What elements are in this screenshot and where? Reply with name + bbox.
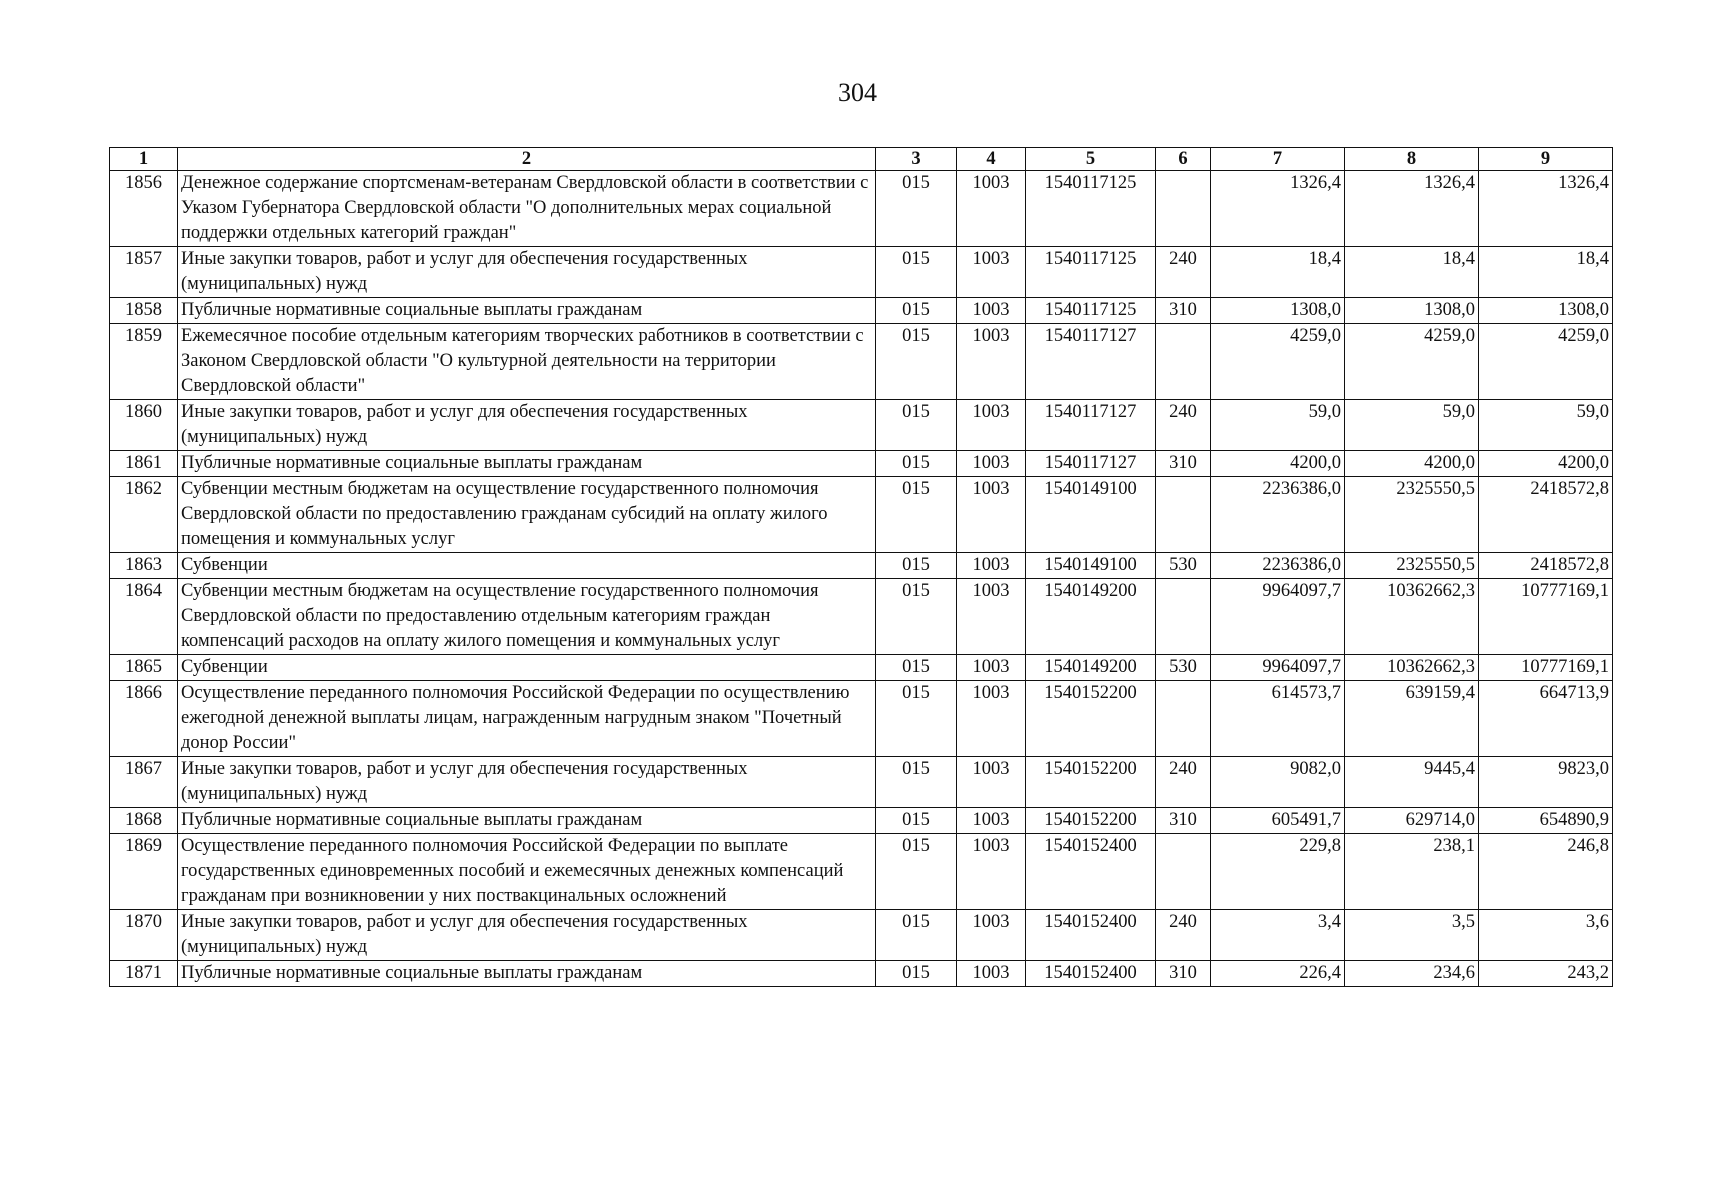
expense-type-cell: 310: [1156, 298, 1211, 324]
amount-year3-cell: 4200,0: [1479, 451, 1613, 477]
section-code-cell: 1003: [957, 655, 1026, 681]
table-row: [110, 808, 1613, 834]
target-article-cell: 1540149200: [1026, 655, 1156, 681]
ministry-code-cell: 015: [876, 681, 957, 757]
section-code-cell: 1003: [957, 808, 1026, 834]
column-header: 2: [178, 148, 876, 171]
target-article-cell: 1540152200: [1026, 757, 1156, 808]
amount-year2-cell: 4200,0: [1345, 451, 1479, 477]
table-row: [110, 451, 1613, 477]
amount-year1-cell: 9964097,7: [1211, 655, 1345, 681]
amount-year3-cell: 3,6: [1479, 910, 1613, 961]
target-article-cell: 1540152200: [1026, 681, 1156, 757]
column-header: 4: [957, 148, 1026, 171]
target-article-cell: 1540152400: [1026, 910, 1156, 961]
row-number-cell: 1860: [110, 400, 178, 451]
ministry-code-cell: 015: [876, 579, 957, 655]
row-number-cell: 1859: [110, 324, 178, 400]
table-row: [110, 324, 1613, 400]
amount-year1-cell: 18,4: [1211, 247, 1345, 298]
expense-type-cell: 240: [1156, 400, 1211, 451]
amount-year3-cell: 2418572,8: [1479, 477, 1613, 553]
description-cell: Денежное содержание спортсменам-ветеранам Свердловской области в соответствии с Указом Губернатора Свердловской области "О дополнительных мерах социальной поддержки отдельных категорий граждан": [178, 171, 876, 247]
table-row: [110, 171, 1613, 247]
target-article-cell: 1540117125: [1026, 171, 1156, 247]
amount-year3-cell: 654890,9: [1479, 808, 1613, 834]
amount-year1-cell: 3,4: [1211, 910, 1345, 961]
ministry-code-cell: 015: [876, 910, 957, 961]
table-row: [110, 553, 1613, 579]
amount-year2-cell: 2325550,5: [1345, 553, 1479, 579]
row-number-cell: 1864: [110, 579, 178, 655]
section-code-cell: 1003: [957, 324, 1026, 400]
amount-year1-cell: 59,0: [1211, 400, 1345, 451]
row-number-cell: 1866: [110, 681, 178, 757]
amount-year3-cell: 1308,0: [1479, 298, 1613, 324]
column-header: 9: [1479, 148, 1613, 171]
amount-year1-cell: 614573,7: [1211, 681, 1345, 757]
amount-year2-cell: 10362662,3: [1345, 655, 1479, 681]
expense-type-cell: [1156, 579, 1211, 655]
table-row: [110, 757, 1613, 808]
amount-year2-cell: 639159,4: [1345, 681, 1479, 757]
row-number-cell: 1868: [110, 808, 178, 834]
row-number-cell: 1867: [110, 757, 178, 808]
target-article-cell: 1540149100: [1026, 477, 1156, 553]
amount-year2-cell: 3,5: [1345, 910, 1479, 961]
amount-year2-cell: 18,4: [1345, 247, 1479, 298]
expense-type-cell: 240: [1156, 757, 1211, 808]
expense-type-cell: 530: [1156, 553, 1211, 579]
section-code-cell: 1003: [957, 298, 1026, 324]
amount-year3-cell: 10777169,1: [1479, 579, 1613, 655]
ministry-code-cell: 015: [876, 298, 957, 324]
amount-year2-cell: 10362662,3: [1345, 579, 1479, 655]
ministry-code-cell: 015: [876, 400, 957, 451]
expense-type-cell: 240: [1156, 247, 1211, 298]
target-article-cell: 1540117125: [1026, 247, 1156, 298]
amount-year1-cell: 226,4: [1211, 961, 1345, 987]
expense-type-cell: 310: [1156, 451, 1211, 477]
amount-year2-cell: 238,1: [1345, 834, 1479, 910]
ministry-code-cell: 015: [876, 247, 957, 298]
amount-year3-cell: 4259,0: [1479, 324, 1613, 400]
row-number-cell: 1869: [110, 834, 178, 910]
description-cell: Субвенции местным бюджетам на осуществление государственного полномочия Свердловской области по предоставлению отдельным категориям граждан компенсаций расходов на оплату жилого помещения и коммунальных услуг: [178, 579, 876, 655]
amount-year3-cell: 2418572,8: [1479, 553, 1613, 579]
description-cell: Публичные нормативные социальные выплаты гражданам: [178, 808, 876, 834]
amount-year2-cell: 629714,0: [1345, 808, 1479, 834]
amount-year3-cell: 10777169,1: [1479, 655, 1613, 681]
ministry-code-cell: 015: [876, 553, 957, 579]
section-code-cell: 1003: [957, 171, 1026, 247]
amount-year1-cell: 4200,0: [1211, 451, 1345, 477]
description-cell: Осуществление переданного полномочия Российской Федерации по выплате государственных единовременных пособий и ежемесячных денежных компенсаций гражданам при возникновении у них поствакцинальных осложнений: [178, 834, 876, 910]
row-number-cell: 1862: [110, 477, 178, 553]
expense-type-cell: 530: [1156, 655, 1211, 681]
section-code-cell: 1003: [957, 400, 1026, 451]
description-cell: Публичные нормативные социальные выплаты гражданам: [178, 298, 876, 324]
column-header: 6: [1156, 148, 1211, 171]
amount-year1-cell: 2236386,0: [1211, 477, 1345, 553]
amount-year1-cell: 1326,4: [1211, 171, 1345, 247]
section-code-cell: 1003: [957, 757, 1026, 808]
row-number-cell: 1870: [110, 910, 178, 961]
amount-year2-cell: 4259,0: [1345, 324, 1479, 400]
amount-year3-cell: 1326,4: [1479, 171, 1613, 247]
target-article-cell: 1540149100: [1026, 553, 1156, 579]
description-cell: Публичные нормативные социальные выплаты гражданам: [178, 961, 876, 987]
column-header: 3: [876, 148, 957, 171]
amount-year2-cell: 1326,4: [1345, 171, 1479, 247]
description-cell: Иные закупки товаров, работ и услуг для обеспечения государственных (муниципальных) нужд: [178, 247, 876, 298]
ministry-code-cell: 015: [876, 655, 957, 681]
column-header: 8: [1345, 148, 1479, 171]
description-cell: Публичные нормативные социальные выплаты гражданам: [178, 451, 876, 477]
table-row: [110, 834, 1613, 910]
amount-year3-cell: 664713,9: [1479, 681, 1613, 757]
target-article-cell: 1540152200: [1026, 808, 1156, 834]
table-row: [110, 961, 1613, 987]
amount-year1-cell: 9082,0: [1211, 757, 1345, 808]
table-row: [110, 655, 1613, 681]
amount-year1-cell: 4259,0: [1211, 324, 1345, 400]
row-number-cell: 1858: [110, 298, 178, 324]
row-number-cell: 1871: [110, 961, 178, 987]
description-cell: Субвенции: [178, 553, 876, 579]
amount-year3-cell: 9823,0: [1479, 757, 1613, 808]
table-body: [110, 171, 1613, 987]
target-article-cell: 1540152400: [1026, 834, 1156, 910]
ministry-code-cell: 015: [876, 808, 957, 834]
expense-type-cell: [1156, 834, 1211, 910]
budget-table: [109, 147, 1613, 987]
amount-year1-cell: 2236386,0: [1211, 553, 1345, 579]
section-code-cell: 1003: [957, 247, 1026, 298]
target-article-cell: 1540152400: [1026, 961, 1156, 987]
amount-year2-cell: 1308,0: [1345, 298, 1479, 324]
expense-type-cell: [1156, 681, 1211, 757]
section-code-cell: 1003: [957, 553, 1026, 579]
section-code-cell: 1003: [957, 910, 1026, 961]
row-number-cell: 1856: [110, 171, 178, 247]
target-article-cell: 1540117127: [1026, 400, 1156, 451]
ministry-code-cell: 015: [876, 757, 957, 808]
table-row: [110, 681, 1613, 757]
page-number: 304: [838, 78, 877, 107]
column-header: 1: [110, 148, 178, 171]
header-row: [110, 148, 1613, 171]
amount-year3-cell: 246,8: [1479, 834, 1613, 910]
table-row: [110, 477, 1613, 553]
amount-year3-cell: 243,2: [1479, 961, 1613, 987]
description-cell: Субвенции: [178, 655, 876, 681]
table-row: [110, 247, 1613, 298]
expense-type-cell: [1156, 324, 1211, 400]
row-number-cell: 1863: [110, 553, 178, 579]
table-row: [110, 579, 1613, 655]
section-code-cell: 1003: [957, 579, 1026, 655]
amount-year2-cell: 59,0: [1345, 400, 1479, 451]
ministry-code-cell: 015: [876, 324, 957, 400]
expense-type-cell: 310: [1156, 808, 1211, 834]
description-cell: Осуществление переданного полномочия Российской Федерации по осуществлению ежегодной денежной выплаты лицам, награжденным нагрудным знаком "Почетный донор России": [178, 681, 876, 757]
ministry-code-cell: 015: [876, 477, 957, 553]
target-article-cell: 1540117127: [1026, 324, 1156, 400]
amount-year1-cell: 1308,0: [1211, 298, 1345, 324]
amount-year3-cell: 59,0: [1479, 400, 1613, 451]
section-code-cell: 1003: [957, 834, 1026, 910]
ministry-code-cell: 015: [876, 171, 957, 247]
section-code-cell: 1003: [957, 451, 1026, 477]
description-cell: Иные закупки товаров, работ и услуг для обеспечения государственных (муниципальных) нужд: [178, 400, 876, 451]
ministry-code-cell: 015: [876, 961, 957, 987]
section-code-cell: 1003: [957, 681, 1026, 757]
amount-year3-cell: 18,4: [1479, 247, 1613, 298]
row-number-cell: 1857: [110, 247, 178, 298]
description-cell: Ежемесячное пособие отдельным категориям творческих работников в соответствии с Законом Свердловской области "О культурной деятельности на территории Свердловской области": [178, 324, 876, 400]
amount-year2-cell: 2325550,5: [1345, 477, 1479, 553]
row-number-cell: 1865: [110, 655, 178, 681]
description-cell: Субвенции местным бюджетам на осуществление государственного полномочия Свердловской области по предоставлению гражданам субсидий на оплату жилого помещения и коммунальных услуг: [178, 477, 876, 553]
section-code-cell: 1003: [957, 477, 1026, 553]
amount-year1-cell: 605491,7: [1211, 808, 1345, 834]
expense-type-cell: [1156, 477, 1211, 553]
ministry-code-cell: 015: [876, 451, 957, 477]
amount-year1-cell: 229,8: [1211, 834, 1345, 910]
amount-year2-cell: 9445,4: [1345, 757, 1479, 808]
column-header: 5: [1026, 148, 1156, 171]
table-row: [110, 910, 1613, 961]
description-cell: Иные закупки товаров, работ и услуг для обеспечения государственных (муниципальных) нужд: [178, 910, 876, 961]
ministry-code-cell: 015: [876, 834, 957, 910]
description-cell: Иные закупки товаров, работ и услуг для обеспечения государственных (муниципальных) нужд: [178, 757, 876, 808]
target-article-cell: 1540149200: [1026, 579, 1156, 655]
section-code-cell: 1003: [957, 961, 1026, 987]
column-header: 7: [1211, 148, 1345, 171]
expense-type-cell: 310: [1156, 961, 1211, 987]
target-article-cell: 1540117127: [1026, 451, 1156, 477]
table-row: [110, 400, 1613, 451]
row-number-cell: 1861: [110, 451, 178, 477]
target-article-cell: 1540117125: [1026, 298, 1156, 324]
expense-type-cell: [1156, 171, 1211, 247]
amount-year1-cell: 9964097,7: [1211, 579, 1345, 655]
table-row: [110, 298, 1613, 324]
expense-type-cell: 240: [1156, 910, 1211, 961]
amount-year2-cell: 234,6: [1345, 961, 1479, 987]
